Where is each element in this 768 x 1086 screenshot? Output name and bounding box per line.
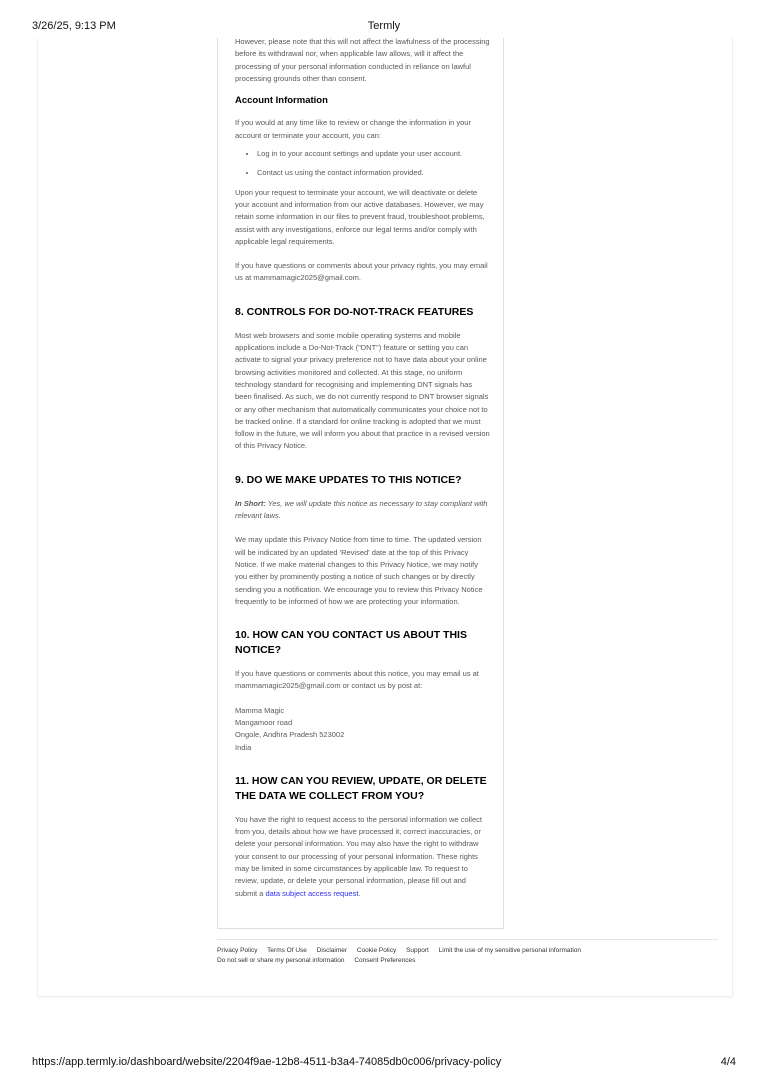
section-9-heading: 9. DO WE MAKE UPDATES TO THIS NOTICE? bbox=[235, 473, 462, 486]
withdrawal-paragraph: However, please note that this will not affect the lawfulness of the processing before its withdrawal nor, when applicable law allows, will it affect the processing of your personal information conducted in reliance on lawful processing grounds other than consent. bbox=[235, 37, 490, 83]
address-line: India bbox=[235, 742, 252, 752]
data-subject-access-request-link[interactable]: data subject access request bbox=[265, 888, 359, 898]
account-paragraph: If you would at any time like to review or change the information in your account or terminate your account, you can: bbox=[235, 118, 471, 140]
footer-link-do-not-sell[interactable]: Do not sell or share my personal information bbox=[217, 957, 345, 964]
footer-links-row bbox=[217, 956, 718, 966]
address-line: Ongole, Andhra Pradesh 523002 bbox=[235, 730, 345, 740]
list-item: • Log in to your account settings and update your user account. bbox=[257, 148, 490, 160]
updates-paragraph: We may update this Privacy Notice from time to time. The updated version will be indicated by an updated 'Revised' date at the top of this Privacy Notice. If we make material changes to this Privacy Notice, we may notify you either by prominently posting a notice of such changes or by directly sending you a notification. We encourage you to review this Privacy Notice frequently to be informed of how we are protecting your information. bbox=[235, 535, 483, 606]
account-options-list bbox=[235, 148, 490, 180]
contact-paragraph: If you have questions or comments about this notice, you may email us at mammamagic2025@gmail.com or contact us by post at: bbox=[235, 669, 479, 691]
privacy-rights-contact-paragraph: If you have questions or comments about your privacy rights, you may email us at mammamagic2025@gmail.com. bbox=[235, 261, 488, 283]
policy-content bbox=[235, 36, 490, 900]
address-line: Mangamoor road bbox=[235, 717, 293, 727]
print-page-number: 4/4 bbox=[720, 1056, 736, 1068]
in-short-text: Yes, we will update this notice as necessary to stay compliant with relevant laws. bbox=[235, 498, 488, 521]
footer-link-privacy-policy[interactable]: Privacy Policy bbox=[217, 947, 258, 954]
site-footer-links bbox=[217, 939, 718, 966]
in-short-label: In Short: bbox=[235, 498, 266, 508]
postal-address bbox=[235, 705, 490, 754]
print-header bbox=[32, 20, 736, 34]
footer-link-cookie-policy[interactable]: Cookie Policy bbox=[356, 947, 397, 954]
print-page-title: Termly bbox=[367, 20, 401, 32]
footer-link-terms-of-use[interactable]: Terms Of Use bbox=[267, 947, 307, 954]
footer-links-row bbox=[217, 946, 718, 956]
account-termination-paragraph: Upon your request to terminate your account, we will deactivate or delete your account and information from our active databases. However, we may retain some information in our files to prevent fraud, troubleshoot problems, assist with any investigations, enforce our legal terms and/or comply with applicable legal requirements. bbox=[235, 187, 485, 246]
footer-link-disclaimer[interactable]: Disclaimer bbox=[316, 947, 348, 954]
print-datetime: 3/26/25, 9:13 PM bbox=[32, 20, 116, 32]
review-update-delete-paragraph: You have the right to request access to the personal information we collect from you, details about how we have processed it, correct inaccuracies, or delete your personal information. You may also have the right to withdraw your consent to our processing of your personal information. These rights may be limited in some circumstances by applicable law. To request to review, update, or delete your personal information, please fill out and submit a data subject access request. bbox=[235, 814, 482, 898]
section-10-heading: 10. HOW CAN YOU CONTACT US ABOUT THIS NOTICE? bbox=[235, 629, 467, 657]
dnt-paragraph: Most web browsers and some mobile operating systems and mobile applications include a Do-Not-Track ("DNT") feature or setting you can activate to signal your privacy preference not to have data about your online browsing activities monitored and collected. At this stage, no uniform technology standard for recognising and implementing DNT signals has been finalised. As such, we do not currently respond to DNT browser signals or any other mechanism that automatically communicates your choice not to be tracked online. If a standard for online tracking is adopted that we must follow in the future, we will inform you about that practice in a revised version of this Privacy Notice. bbox=[235, 330, 490, 451]
in-short-summary bbox=[235, 498, 490, 523]
print-url: https://app.termly.io/dashboard/website/2204f9ae-12b8-4511-b3a4-74085db0c006/privacy-policy bbox=[32, 1056, 502, 1068]
footer-link-consent-preferences[interactable]: Consent Preferences bbox=[354, 957, 416, 964]
list-item: • Contact us using the contact information provided. bbox=[257, 167, 490, 179]
footer-link-support[interactable]: Support bbox=[406, 947, 429, 954]
section-11-heading: 11. HOW CAN YOU REVIEW, UPDATE, OR DELETE THE DATA WE COLLECT FROM YOU? bbox=[235, 774, 487, 802]
section-8-heading: 8. CONTROLS FOR DO-NOT-TRACK FEATURES bbox=[235, 305, 474, 318]
footer-link-limit-sensitive-info[interactable]: Limit the use of my sensitive personal information bbox=[438, 947, 582, 954]
account-information-heading: Account Information bbox=[235, 95, 328, 107]
address-line: Mamma Magic bbox=[235, 705, 285, 715]
print-footer bbox=[32, 1056, 736, 1070]
